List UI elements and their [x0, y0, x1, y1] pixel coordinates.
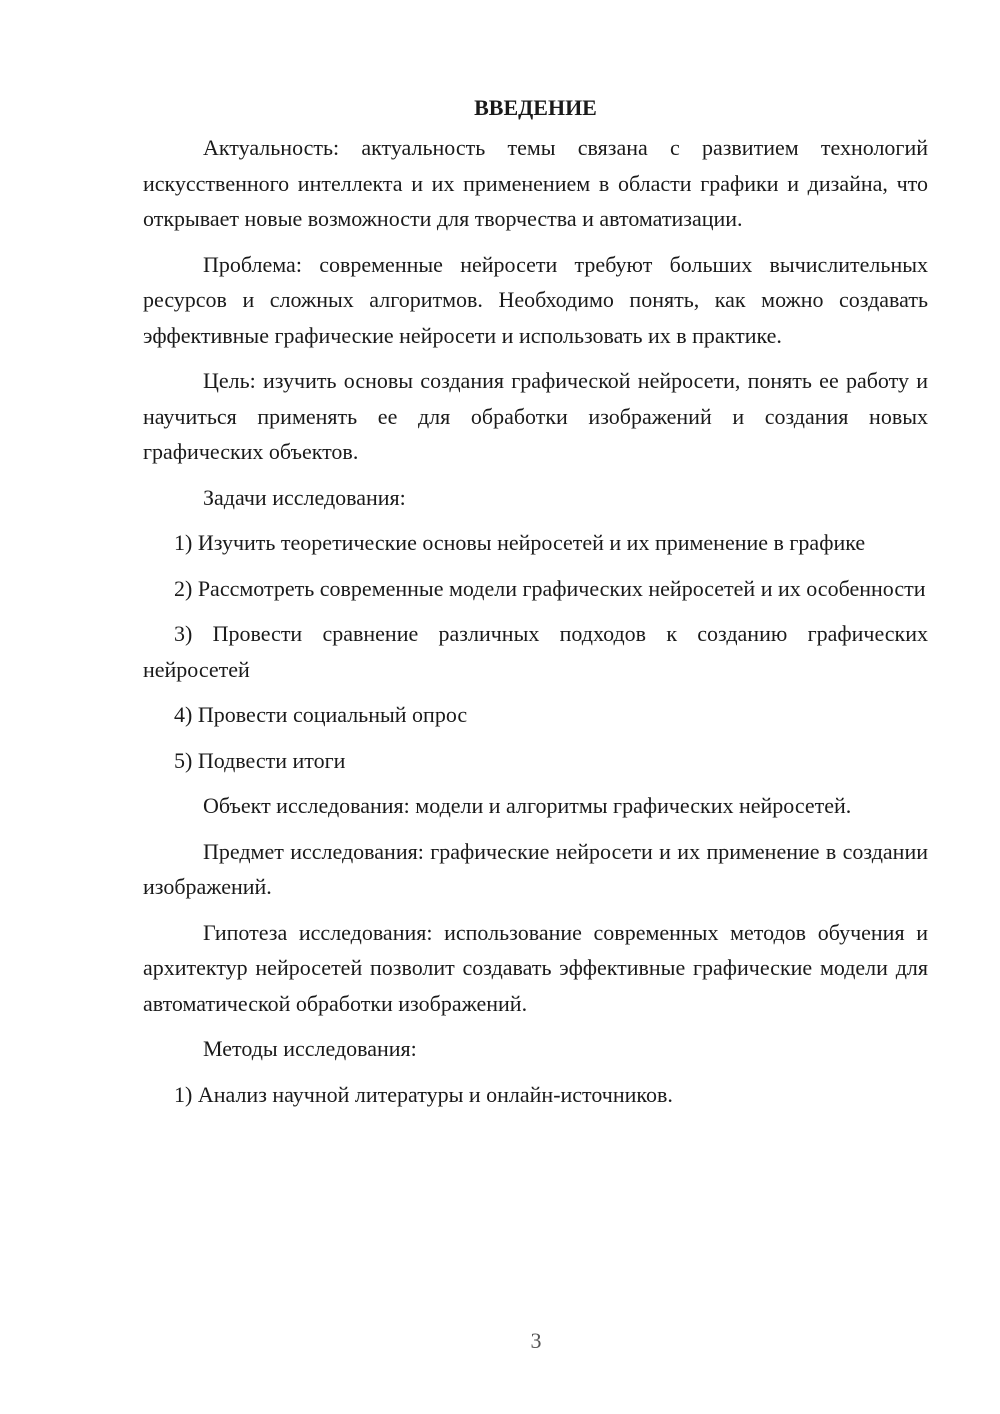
paragraph-methods-heading: Методы исследования: [203, 1036, 417, 1061]
paragraph-goal: Цель: изучить основы создания графической нейросети, понять ее работу и научиться применять ее для обработки изображений и создания новых графических объектов. [143, 368, 928, 464]
paragraph-object: Объект исследования: модели и алгоритмы графических нейросетей. [203, 793, 852, 818]
section-title: ВВЕДЕНИЕ [474, 95, 597, 120]
task-item-2: 2) Рассмотреть современные модели графических нейросетей и их особенности [174, 575, 926, 601]
task-item-4: 4) Провести социальный опрос [174, 702, 468, 727]
document-page [143, 90, 928, 1122]
page-number: 3 [530, 1328, 542, 1353]
method-item-1: 1) Анализ научной литературы и онлайн-источников. [174, 1081, 673, 1107]
paragraph-problem: Проблема: современные нейросети требуют больших вычислительных ресурсов и сложных алгоритмов. Необходимо понять, как можно создавать эффективные графические нейросети и использовать их в практике. [143, 251, 928, 348]
paragraph-hypothesis: Гипотеза исследования: использование современных методов обучения и архитектур нейросетей позволит создавать эффективные графические модели для автоматической обработки изображений. [143, 919, 928, 1016]
task-item-5: 5) Подвести итоги [174, 747, 346, 773]
paragraph-tasks-heading: Задачи исследования: [203, 484, 406, 510]
paragraph-relevance: Актуальность: актуальность темы связана с развитием технологий искусственного интеллекта и их применением в области графики и дизайна, что открывает новые возможности для творчества и автоматизации. [143, 135, 928, 231]
task-item-1: 1) Изучить теоретические основы нейросетей и их применение в графике [174, 530, 866, 555]
paragraph-subject: Предмет исследования: графические нейросети и их применение в создании изображений. [143, 838, 928, 899]
task-item-3: 3) Провести сравнение различных подходов к созданию графических нейросетей [143, 621, 928, 682]
